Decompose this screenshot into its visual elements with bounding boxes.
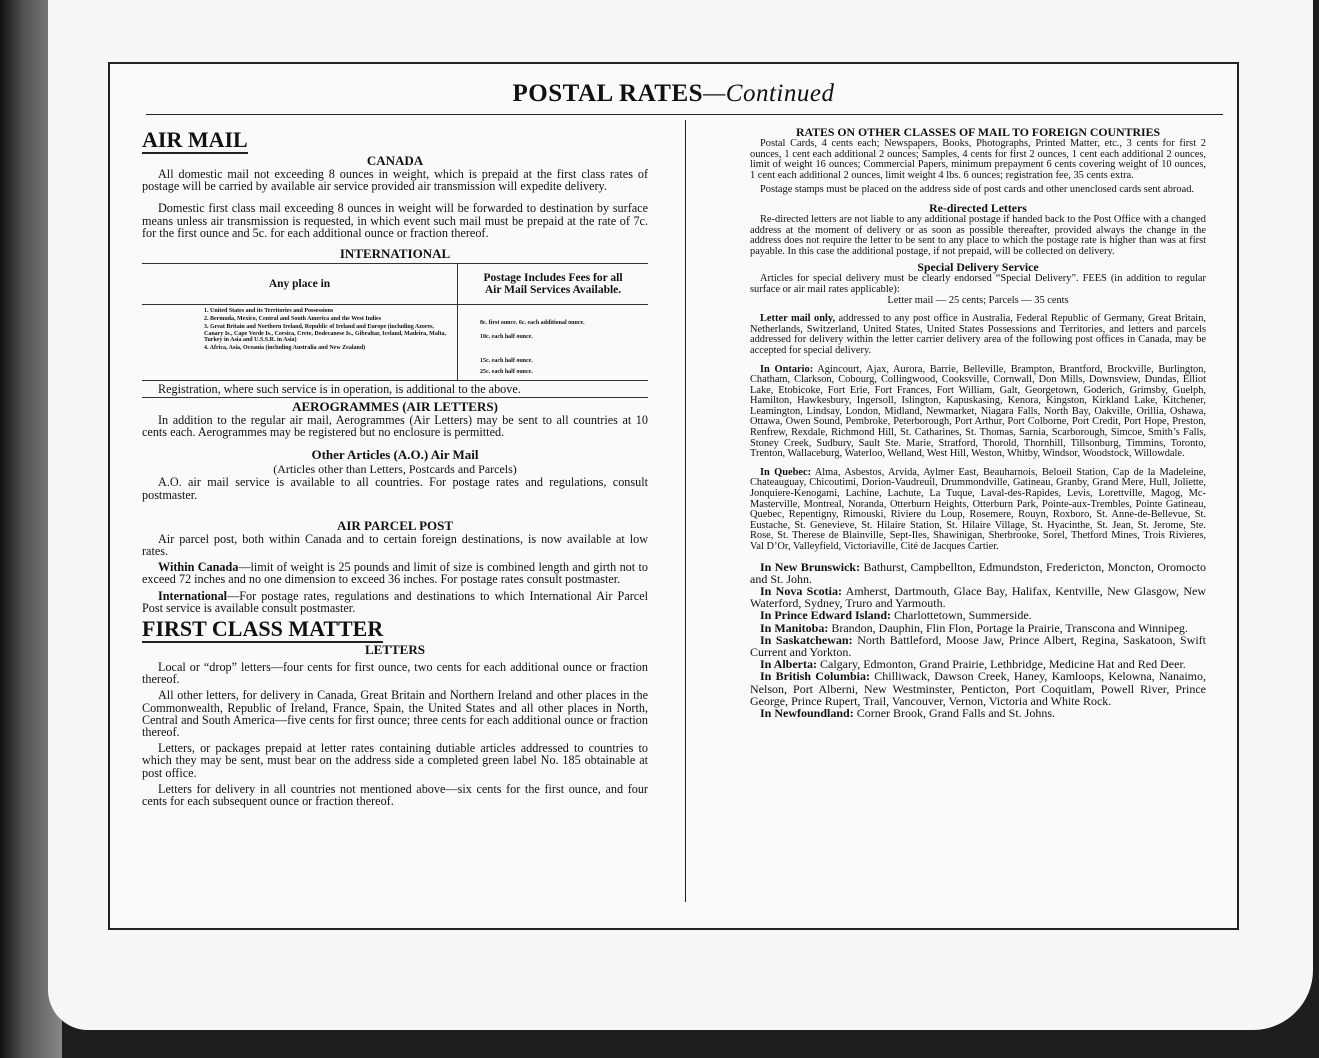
special-delivery-fees: Letter mail — 25 cents; Parcels — 35 cents xyxy=(887,294,1069,306)
province-label: In Saskatchewan: xyxy=(760,632,853,647)
other-classes-p1: Postal Cards, 4 cents each; Newspapers, Books, Photographs, Printed Matter, etc., 3 cents for first 2 ounces, 1 cent each additional 2 ounces; Samples, 4 cents for first 2 ounces, 1 cent each additional 2 ounces, limit of weight 16 ounces; Commercial Papers, minimum prepayment 6 cents covering weight of 10 ounces, 1 cent each additional 2 ounces, limit weight 4 lbs. 6 ounces; registration fee, 35 cents extra. xyxy=(750,138,1206,181)
table-row-place: 4. Africa, Asia, Oceania (including Australia and New Zealand) xyxy=(204,345,366,352)
other-classes-heading: RATES ON OTHER CLASSES OF MAIL TO FOREIGN COUNTRIES xyxy=(795,125,1161,139)
province-label: In Ontario: xyxy=(760,363,814,375)
province-cities: Calgary, Edmonton, Grand Prairie, Lethbridge, Medicine Hat and Red Deer. xyxy=(817,657,1186,672)
province-label: In Prince Edward Island: xyxy=(760,608,892,623)
international-rates-table xyxy=(142,263,648,381)
redirected-heading: Re-directed Letters xyxy=(929,200,1027,215)
table-header-place: Any place in xyxy=(142,264,457,305)
air-parcel-p2: Within Canada—limit of weight is 25 pounds and limit of size is combined length and girth not to exceed 72 inches and no one dimension to exceed 36 inches. For postage rates consult postmaster. xyxy=(142,560,648,587)
table-row-rate: 8c. first ounce. 6c. each additional ounce. xyxy=(480,320,585,327)
province-cities: Corner Brook, Grand Falls and St. Johns. xyxy=(853,706,1056,721)
province-entry xyxy=(750,707,1206,719)
province-label: In Quebec: xyxy=(760,466,812,478)
table-row-rate: 15c. each half ounce. xyxy=(480,358,533,365)
canada-heading: CANADA xyxy=(366,153,424,168)
province-cities: Bathurst, Campbellton, Edmundston, Fredericton, Moncton, Oromocto and St. John. xyxy=(750,559,1206,586)
redirected-p: Re-directed letters are not liable to any additional postage if handed back to the Post Office with a changed address at the moment of delivery or as soon as possible thereafter, provided always the change in the address does not require the letter to be sent to any place to which the postage rate is higher than was at first payable. In this case the additional postage, if not prepaid, will be collected on delivery. xyxy=(750,213,1206,257)
letters-p1: Local or “drop” letters—four cents for first ounce, two cents for each additional ounce or fraction thereof. xyxy=(142,660,648,687)
left-column xyxy=(142,126,648,807)
air-parcel-p1: Air parcel post, both within Canada and to certain foreign destinations, is now available at low rates. xyxy=(142,531,648,559)
table-rates xyxy=(458,305,648,380)
province-label: In Manitoba: xyxy=(760,620,829,635)
province-label: In New Brunswick: xyxy=(760,559,861,574)
other-articles-subheading: (Articles other than Letters, Postcards and Parcels) xyxy=(273,462,517,477)
air-parcel-p3: International—For postage rates, regulations and destinations to which International Air Parcel Post service is available consult postmaster. xyxy=(142,588,648,615)
province-entry xyxy=(750,585,1206,609)
registration-note: Registration, where such service is in operation, is additional to the above. xyxy=(158,381,521,396)
page-frame xyxy=(108,62,1239,930)
aerogrammes-heading: AEROGRAMMES (AIR LETTERS) xyxy=(292,399,498,415)
special-delivery-p1: Articles for special delivery must be clearly endorsed “Special Delivery”. FEES (in addition to regular surface or air mail rates applicable): xyxy=(750,273,1206,295)
province-cities: Chilliwack, Dawson Creek, Haney, Kamloops, Kelowna, Nanaimo, Nelson, Port Alberni, New Westminster, Penticton, Port Coquitlam, Powell River, Prince George, Prince Rupert, Trail, Vancouver, Vernon, Victoria and White Rock. xyxy=(750,669,1206,708)
province-entry xyxy=(750,468,1206,553)
aerogrammes-p: In addition to the regular air mail, Aerogrammes (Air Letters) may be sent to all countries at 10 cents each. Aerogrammes may be registered but no enclosure is permitted. xyxy=(142,413,648,440)
table-row-place: 2. Bermuda, Mexico, Central and South America and the West Indies xyxy=(204,316,382,323)
page-title: POSTAL RATES—Continued xyxy=(512,80,835,107)
province-entry xyxy=(750,365,1206,460)
section-rule xyxy=(142,397,648,398)
right-column xyxy=(750,126,1206,719)
province-cities: Brandon, Dauphin, Flin Flon, Portage la Prairie, Transcona and Winnipeg. xyxy=(828,620,1188,635)
province-label: In Newfoundland: xyxy=(760,706,854,721)
special-delivery-heading: Special Delivery Service xyxy=(917,260,1039,275)
international-heading: INTERNATIONAL xyxy=(339,246,451,262)
province-label: In Alberta: xyxy=(760,657,817,672)
province-entry xyxy=(750,561,1206,585)
special-delivery-p2: Letter mail only, addressed to any post office in Australia, Federal Republic of Germany, Great Britain, Netherlands, Switzerland, United States, United States Possessions and Territories, and letters and parcels addressed for delivery within the letter carrier delivery area of the following post offices in Canada, may be accepted for special delivery. xyxy=(750,313,1206,356)
other-articles-p: A.O. air mail service is available to all countries. For postage rates and regulations, consult postmaster. xyxy=(142,475,648,502)
letters-p3: Letters, or packages prepaid at letter rates containing dutiable articles addressed to countries to which they may be sent, must bear on the address side a completed green label No. 185 obtainable at post office. xyxy=(142,741,648,780)
air-mail-heading: AIR MAIL xyxy=(142,127,248,152)
first-class-heading: FIRST CLASS MATTER xyxy=(142,616,384,642)
letters-p2: All other letters, for delivery in Canada, Great Britain and Northern Ireland and other places in the Commonwealth, Republic of Ireland, France, Spain, the United States and all other places in North, Central and South America—five cents for first ounce; three cents for each additional ounce or fraction thereof. xyxy=(142,688,648,740)
province-entry xyxy=(750,670,1206,707)
table-places xyxy=(142,305,457,356)
other-classes-p2: Postage stamps must be placed on the address side of post cards and other unenclosed cards sent abroad. xyxy=(760,184,1194,196)
table-row-rate: 10c. each half ounce. xyxy=(480,334,533,341)
table-row-rate: 25c. each half ounce. xyxy=(480,368,533,375)
air-mail-p2: Domestic first class mail exceeding 8 ounces in weight will be forwarded to destination by surface means unless air transmission is requested, in which event such mail must be prepaid at the rate of 7c. for the first ounce and 5c. for each additional ounce or fraction thereof. xyxy=(142,201,648,240)
province-label: In British Columbia: xyxy=(760,669,870,684)
title-rule xyxy=(146,114,1223,115)
province-cities: Alma, Asbestos, Arvida, Aylmer East, Beauharnois, Beloeil Station, Cap de la Madeleine, Chateauguay, Chicoutimi, Dorion-Vaudreuil, Drummondville, Gatineau, Granby, Grand Mere, Hull, Joliette, Jonquiere-Kenogami, Lachine, Lachute, La Tuque, Laval-des-Rapides, Levis, Lorettville, Magog, Mc-Masterville, Montreal, Noranda, Otterburn Heights, Otterburn Park, Pointe-aux-Trembles, Pointe Gatineau, Quebec, Repentigny, Rimouski, Riviere du Loup, Rosemere, Rouyn, Roxboro, St. Anne-de-Bellevue, St. Eustache, St. Genevieve, St. Hilaire Station, St. Hilaire Village, St. Hyacinthe, St. Jean, St. Jerome, Ste. Rose, St. Therese de Blainville, Sept-Iles, Shawinigan, Sherbrooke, Sorel, Thetford Mines, Trois Rivieres, Val D’Or, Valleyfield, Victoriaville, Cité de Jacques Cartier. xyxy=(750,466,1206,552)
province-list xyxy=(750,365,1206,720)
title-continued: —Continued xyxy=(703,80,835,107)
air-mail-p1: All domestic mail not exceeding 8 ounces in weight, which is prepaid at the first class rates of postage will be carried by available air service provided air transmission will expedite delivery. xyxy=(142,167,648,194)
province-cities: Agincourt, Ajax, Aurora, Barrie, Belleville, Brampton, Brantford, Brockville, Burlington, Chatham, Clarkson, Cobourg, Collingwood, Cooksville, Cornwall, Don Mills, Downsview, Dundas, Elliot Lake, Etobicoke, Fort Erie, Fort Frances, Fort William, Galt, Georgetown, Goderich, Grimsby, Guelph, Hamilton, Hawkesbury, Ingersoll, Islington, Kapuskasing, Kenora, Kingston, Kirkland Lake, Kitchener, Leamington, Lindsay, London, Midland, Newmarket, Niagara Falls, North Bay, Oakville, Orillia, Oshawa, Ottawa, Owen Sound, Pembroke, Peterborough, Port Arthur, Port Colborne, Port Credit, Port Hope, Preston, Renfrew, Rexdale, Richmond Hill, St. Catharines, St. Thomas, Sarnia, Scarborough, Simcoe, Smith’s Falls, Stoney Creek, Sudbury, Sault Ste. Marie, Stratford, Thorold, Thornhill, Tillsonburg, Timmins, Toronto, Trenton, Wallaceburg, Waterloo, Welland, West Hill, Weston, Whitby, Windsor, Woodstock, Willowdale. xyxy=(750,363,1206,460)
province-cities: North Battleford, Moose Jaw, Prince Albert, Regina, Saskatoon, Swift Current and Yorkton. xyxy=(750,632,1206,660)
table-row-place: 3. Great Britain and Northern Ireland, Republic of Ireland and Europe (including Azores, Canary Is., Cape Verde Is., Corsica, Crete, Dodecanese Is., Gibraltar, Iceland, Madeira, Malta, Turkey in Asia and U.S.S.R. in Asia) xyxy=(204,324,446,343)
table-header-postage: Postage Includes Fees for all Air Mail Services Available. xyxy=(458,264,648,305)
province-cities: Charlottetown, Summerside. xyxy=(891,608,1032,623)
province-label: In Nova Scotia: xyxy=(760,584,842,598)
column-divider xyxy=(685,120,686,902)
letters-p4: Letters for delivery in all countries not mentioned above—six cents for the first ounce, and four cents for each subsequent ounce or fraction thereof. xyxy=(142,781,648,809)
other-articles-heading: Other Articles (A.O.) Air Mail xyxy=(311,447,479,463)
table-row-place: 1. United States and its Territories and Possessions xyxy=(204,308,334,315)
letters-heading: LETTERS xyxy=(365,642,425,658)
province-cities: Amherst, Dartmouth, Glace Bay, Halifax, Kentville, New Glasgow, New Waterford, Sydney, Truro and Yarmouth. xyxy=(750,584,1206,611)
province-entry xyxy=(750,634,1206,658)
air-parcel-heading: AIR PARCEL POST xyxy=(336,517,454,533)
